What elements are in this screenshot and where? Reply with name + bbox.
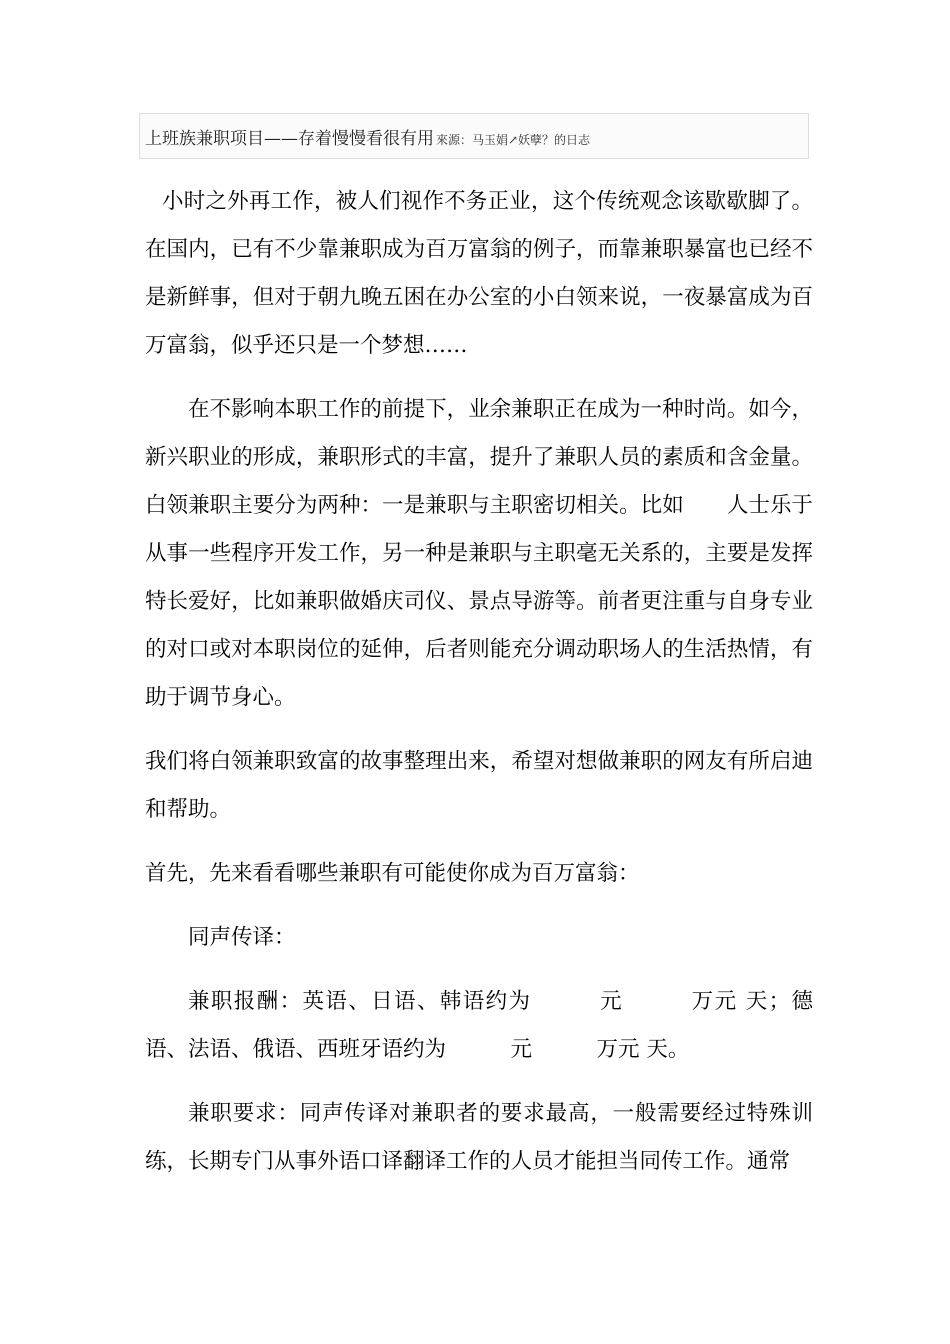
paragraph-trend: 在不影响本职工作的前提下，业余兼职正在成为一种时尚。如今，新兴职业的形成，兼职形式的丰富，提升了兼职人员的素质和含金量。白领兼职主要分为两种：一是兼职与主职密切相关。比如 人士乐于从事一些程序开发工作，另一种是兼职与主职毫无关系的，主要是发挥特长爱好，比如兼职做婚庆司仪、景点导游等。前者更注重与自身专业的对口或对本职岗位的延伸，后者则能充分调动职场人的生活热情，有助于调节身心。 (145, 397, 813, 710)
paragraph-pay: 兼职报酬：英语、日语、韩语约为 元 万元 天；德语、法语、俄语、西班牙语约为 元 万元 天。 (145, 989, 813, 1062)
article-title: 上班族兼职项目——存着慢慢看很有用 (145, 128, 434, 149)
paragraph-lead-in: 首先，先来看看哪些兼职有可能使你成为百万富翁： (145, 861, 640, 886)
paragraph-intro: 小时之外再工作，被人们视作不务正业，这个传统观念该歇歇脚了。在国内，已有不少靠兼职成为百万富翁的例子，而靠兼职暴富也已经不是新鲜事，但对于朝九晚五困在办公室的小白领来说，一夜暴富成为百万富翁，似乎还只是一个梦想…… (145, 189, 813, 358)
article-source: 來源：马玉娟↗妖孽？的日志 (436, 132, 591, 147)
paragraph-purpose: 我们将白领兼职致富的故事整理出来，希望对想做兼职的网友有所启迪和帮助。 (145, 749, 813, 822)
article-title-bar (139, 113, 809, 159)
article-body (145, 178, 813, 1186)
paragraph-requirements: 兼职要求：同声传译对兼职者的要求最高，一般需要经过特殊训练，长期专门从事外语口译翻译工作的人员才能担当同传工作。通常 (145, 1101, 813, 1174)
section-heading-interpretation: 同声传译： (188, 925, 296, 950)
